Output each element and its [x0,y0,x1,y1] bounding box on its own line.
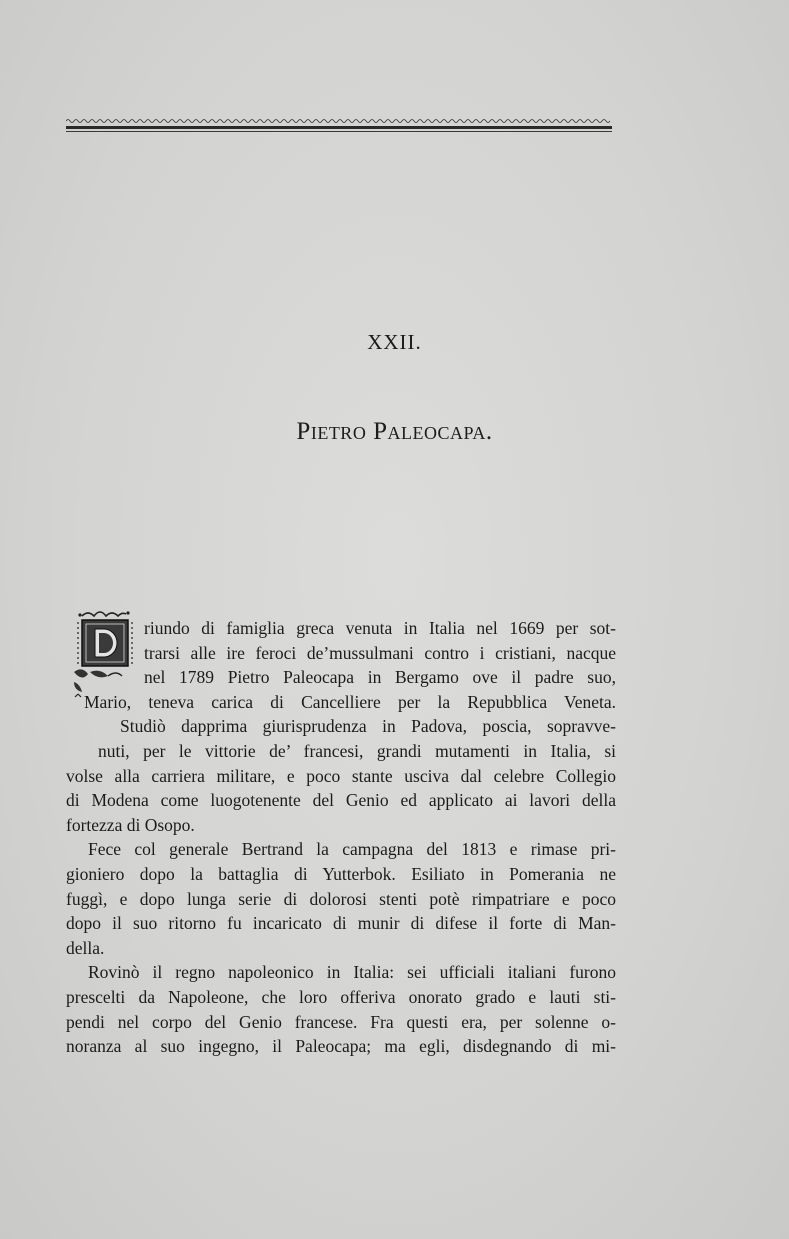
text-line: trarsi alle ire feroci de’mussulmani contro i cristiani, nacque [144,642,616,663]
text-line: dopo il suo ritorno fu incaricato di munir di difese il forte di Man- [66,913,616,934]
text-line: riundo di famiglia greca venuta in Italia nel 1669 per sot- [144,618,616,638]
text-line: Fece col generale Bertrand la campagna del 1813 e rimase pri- [88,839,616,860]
chapter-title: Pietro Paleocapa. [296,418,493,445]
header-rule-thick [66,126,612,129]
text-line: di Modena come luogotenente del Genio ed applicato ai lavori della [66,790,616,811]
text-line: fuggì, e dopo lunga serie di dolorosi stenti potè rimpatriare e poco [66,888,616,909]
text-line: volse alla carriera militare, e poco stante usciva dal celebre Collegio [66,765,616,786]
decorative-wavy-rule [66,118,612,124]
text-line: Rovinò il regno napoleonico in Italia: sei ufficiali italiani furono [88,962,616,983]
header-rule-thin [66,131,612,132]
text-line: Studiò dapprima giurisprudenza in Padova, poscia, sopravve- [120,716,616,737]
text-line: gioniero dopo la battaglia di Yutterbok. Esiliato in Pomerania ne [66,863,616,884]
body-text [66,616,616,1059]
text-line: pendi nel corpo del Genio francese. Fra questi era, per solenne o- [66,1011,616,1032]
text-line: Mario, teneva carica di Cancelliere per la Repubblica Veneta. [84,691,616,712]
text-line: della. [66,937,105,958]
text-line: nuti, per le vittorie de’ francesi, grandi mutamenti in Italia, si [98,740,616,761]
text-line: prescelti da Napoleone, che loro offeriva onorato grado e lauti sti- [66,986,616,1007]
text-line: fortezza di Osopo. [66,814,195,835]
text-line: noranza al suo ingegno, il Paleocapa; ma egli, disdegnando di mi- [66,1036,616,1057]
text-line: nel 1789 Pietro Paleocapa in Bergamo ove il padre suo, [144,667,616,688]
chapter-number: XXII. [367,330,422,354]
